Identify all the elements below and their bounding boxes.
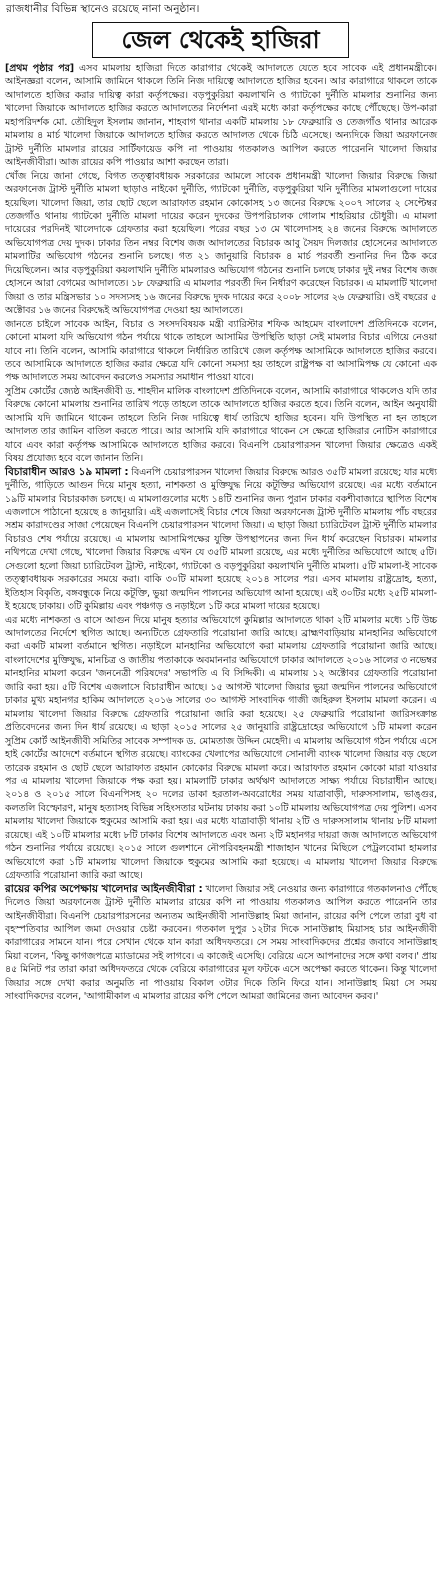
paragraph-3 <box>5 318 437 385</box>
subheading-lawyers-waiting: রায়ের কপির অপেক্ষায় খালেদার আইনজীবীরা : <box>5 882 203 895</box>
paragraph-text: জানতে চাইলে সাবেক আইন, বিচার ও সংসদবিষয়ক মন্ত্রী ব্যারিস্টার শফিক আহমেদ বাংলাদেশ প্রতিদিনকে বলেন, কোনো মামলা যদি অভিযোগ গঠন পর্যায়ে থাকে তাহলে আসামির উপস্থিতি ছাড়া সেই মামলার বিচার এগিয়ে নেওয়া যাবে না। তিনি বলেন, আসামি কারাগারে থাকলে নির্ধারিত তারিখে জেল কর্তৃপক্ষ আসামিকে আদালতে হাজির করবে। তবে আসামিকে আদালতে হাজির করার ক্ষেত্রে যদি কোনো সমস্যা হয় তাহলে রাষ্ট্রপক্ষ বা আসামিপক্ষ যে কোনো এক পক্ষ আদালতে সময় আবেদন করলেও সমস্যার সমাধান পাওয়া যাবে। <box>5 318 437 384</box>
paragraph-text: বিএনপি চেয়ারপারসন খালেদা জিয়ার বিরুদ্ধে আরও ৩৫টি মামলা রয়েছে; যার মধ্যে দুর্নীতি, গাড়িতে আগুন দিয়ে মানুষ হত্যা, নাশকতা ও মুক্তিযুদ্ধ নিয়ে কটূক্তির অভিযোগ রয়েছে। এর মধ্যে বর্তমানে ১৯টি মামলার বিচারকাজ চলছে। এ মামলাগুলোর মধ্যে ১৪টি শুনানির জন্য পুরান ঢাকার বকশীবাজারে স্থাপিত বিশেষ এজলাসে পাঠানো হয়েছে ৪ জানুয়ারি। এই এজলাসেই বিচার শেষে জিয়া অরফানেজ ট্রাস্ট দুর্নীতি মামলায় পাঁচ বছরের সশ্রম কারাদণ্ডের সাজা পেয়েছেন বিএনপি চেয়ারপারসন খালেদা জিয়া। এ ছাড়া জিয়া চ্যারিটেবল ট্রাস্ট দুর্নীতি মামলার বিচারও শেষ পর্যায়ে রয়েছে। এ মামলায় আসামিপক্ষের যুক্তি উপস্থাপনের জন্য দিন ধার্য করেছেন বিচারক। মামলার নথিপত্রে দেখা গেছে, খালেদা জিয়ার বিরুদ্ধে এখন যে ৩৫টি মামলা রয়েছে, এর মধ্যে দুর্নীতির অভিযোগে আছে ৫টি। সেগুলো হলো জিয়া চ্যারিটেবল ট্রাস্ট, নাইকো, গ্যাটকো ও বড়পুকুরিয়া কয়লাখনি দুর্নীতি মামলা। ৫টি মামলা-ই সাবেক তত্ত্বাবধায়ক সরকারের সময়ে করা। বাকি ৩০টি মামলা হয়েছে ২০১৪ সালের পর। এসব মামলায় রাষ্ট্রদ্রোহ, হত্যা, ইতিহাস বিকৃতি, বঙ্গবন্ধুকে নিয়ে কটূক্তি, ভুয়া জন্মদিন পালনের অভিযোগ আনা হয়েছে। এই ৩০টির মধ্যে ২৫টি মামলা-ই হয়েছে ঢাকায়। ৩টি কুমিল্লায় এবং পঞ্চগড় ও নড়াইলে ১টি করে মামলা দায়ের হয়েছে। <box>5 466 437 613</box>
paragraph-text: এসব মামলায় হাজিরা দিতে কারাগার থেকেই আদালতে যেতে হবে সাবেক এই প্রধানমন্ত্রীকে। আইনজ্ঞরা বলেন, আসামি জামিনে থাকলে তিনি নিজ দায়িত্বে আদালতে হাজির হবেন। আর কারাগারে থাকলে তাকে আদালতে হাজির করার দায়িত্ব কারা কর্তৃপক্ষের। বড়পুকুরিয়া কয়লাখনি ও গ্যাটকো দুর্নীতি মামলার শুনানির জন্য খালেদা জিয়াকে আদালতে হাজির করতে আদালতের নির্দেশনা এরই মধ্যে কারা কর্তৃপক্ষের কাছে পৌঁছেছে। উপ-কারা মহাপরিদর্শক মো. তৌহিদুল ইসলাম জানান, শাহবাগ থানার একটি মামলায় ১৮ ফেব্রুয়ারি ও তেজগাঁও থানার আরেক মামলায় ৪ মার্চ খালেদা জিয়াকে আদালতে হাজির করতে আদালত থেকে চিঠি এসেছে। অন্যদিকে জিয়া অরফানেজ ট্রাস্ট দুর্নীতি মামলার রায়ের সার্টিফায়েড কপি না পাওয়ায় গতকালও আপিল করতে পারেননি খালেদা জিয়ার আইনজীবীরা। আজ রায়ের কপি পাওয়ার আশা করছেন তারা। <box>5 63 437 169</box>
paragraph-4 <box>5 385 437 466</box>
article-body <box>0 62 441 1004</box>
paragraph-6 <box>5 614 437 883</box>
paragraph-text: এর মধ্যে নাশকতা ও বাসে আগুন দিয়ে মানুষ হত্যার অভিযোগে কুমিল্লার আদালতে থাকা ২টি মামলার মধ্যে ১টি উচ্চ আদালতের নির্দেশে স্থগিত আছে। অন্যটিতে গ্রেফতারি পরোয়ানা জারি আছে। ব্রাহ্মণবাড়িয়ায় মানহানির অভিযোগে করা একটি মামলা বর্তমানে স্থগিত। নড়াইলে মানহানির অভিযোগে করা মামলায় গ্রেফতারি পরোয়ানা জারি আছে। বাংলাদেশের মুক্তিযুদ্ধ, মানচিত্র ও জাতীয় পতাকাকে অবমাননার অভিযোগে ঢাকার আদালতে ২০১৬ সালের ৩ নভেম্বর মানহানির মামলা করেন 'জননেত্রী পরিষদের' সভাপতি এ বি সিদ্দিকী। এ মামলায় ১২ অক্টোবর গ্রেফতারি পরোয়ানা জারি করা হয়। ৫টি বিশেষ এজলাসে বিচারাধীন আছে। ১৫ আগস্ট খালেদা জিয়ার ভুয়া জন্মদিন পালনের অভিযোগে ঢাকার মুখ্য মহানগর হাকিম আদালতে ২০১৬ সালের ৩০ আগস্ট সাংবাদিক গাজী জহিরুল ইসলাম মামলা করেন। এ মামলায় খালেদা জিয়ার বিরুদ্ধে গ্রেফতারি পরোয়ানা জারি করা হয়েছে। ২৫ ফেব্রুয়ারি পরোয়ানা জারিসংক্রান্ত প্রতিবেদনের জন্য দিন ধার্য রয়েছে। এ ছাড়া ২০১৫ সালের ২৫ জানুয়ারি রাষ্ট্রদ্রোহের অভিযোগে ১টি মামলা করেন সুপ্রিম কোর্ট আইনজীবী সমিতির সাবেক সম্পাদক ড. মোমতাজ উদ্দিন মেহেদী। এ মামলায় অভিযোগ গঠন পর্যায়ে এসে হাই কোর্টের আদেশে বর্তমানে স্থগিত রয়েছে। ব্যাংকের খেলাপের অভিযোগে সোনালী ব্যাংক খালেদা জিয়ার বড় ছেলে তারেক রহমান ও ছোট ছেলে আরাফাত রহমান কোকোর বিরুদ্ধে মামলা করে। আরাফাত রহমান কোকো মারা যাওয়ার পর এ মামলায় খালেদা জিয়াকে পক্ষ করা হয়। মামলাটি ঢাকার অর্থঋণ আদালতে সাক্ষ্য পর্যায়ে বিচারাধীন আছে। ২০১৪ ও ২০১৫ সালে বিএনপিসহ ২০ দলের ডাকা হরতাল-অবরোধের সময় যাত্রাবাড়ী, দারুসসালাম, ভাঙ্গুর, কলতলি বিস্ফোরণ, মানুষ হত্যাসহ বিভিন্ন সহিংসতার ঘটনায় ঢাকায় করা ১০টি মামলায় অভিযোগপত্র দেয় পুলিশ। এসব মামলায় খালেদা জিয়াকে হুকুমের আসামি করা হয়। এর মধ্যে যাত্রাবাড়ী থানায় ২টি ও দারুসসালাম থানায় ৮টি মামলা রয়েছে। এই ১০টি মামলার মধ্যে ৮টি ঢাকার বিশেষ আদালতে এবং অন্য ২টি মহানগর দায়রা জজ আদালতে অভিযোগ গঠন শুনানির পর্যায়ে রয়েছে। ২০১৫ সালে গুলশানে নৌপরিবহনমন্ত্রী শাজাহান খানের মিছিলে পেট্রলবোমা হামলার অভিযোগে করা ১টি মামলায় খালেদা জিয়াকে হুকুমের আসামি করা হয়েছে। এ মামলায় খালেদা জিয়ার বিরুদ্ধে গ্রেফতারি পরোয়ানা জারি করা আছে। <box>5 614 437 882</box>
subheading-pending-cases: বিচারাধীন আরও ১৯ মামলা : <box>5 465 129 478</box>
paragraph-2 <box>5 170 437 318</box>
paragraph-text: খোঁজ নিয়ে জানা গেছে, বিগত তত্ত্বাবধায়ক সরকারের আমলে সাবেক প্রধানমন্ত্রী খালেদা জিয়ার বিরুদ্ধে জিয়া অরফানেজ ট্রাস্ট দুর্নীতি মামলা ছাড়াও নাইকো দুর্নীতি, গ্যাটকো দুর্নীতি, বড়পুকুরিয়া খনি দুর্নীতির মামলাগুলো দায়ের হয়েছিল। খালেদা জিয়া, তার ছোট ছেলে আরাফাত রহমান কোকোসহ ১৩ জনের বিরুদ্ধে ২০০৭ সালের ২ সেপ্টেম্বর তেজগাঁও থানায় গ্যাটকো দুর্নীতি মামলা দায়ের করেন দুদকের উপপরিচালক গোলাম শাহরিয়ার চৌধুরী। এ মামলা দায়েরের পরদিনই খালেদাকে গ্রেফতার করা হয়েছিল। পরের বছর ১৩ মে খালেদাসহ ২৪ জনের বিরুদ্ধে আদালতে অভিযোগপত্র দেয় দুদক। ঢাকার তিন নম্বর বিশেষ জজ আদালতের বিচারক আবু সৈয়দ দিলজার হোসেনের আদালতে মামলাটির অভিযোগ গঠনের শুনানি চলছে। গত ২১ জানুয়ারি বিচারক ৪ মার্চ পরবর্তী শুনানির দিন ঠিক করে দিয়েছিলেন। আর বড়পুকুরিয়া কয়লাখনি দুর্নীতি মামলারও অভিযোগ গঠনের শুনানি চলছে ঢাকার দুই নম্বর বিশেষ জজ হোসনে আরা বেগমের আদালতে। ১৮ ফেব্রুয়ারি এ মামলার পরবর্তী দিন নির্ধারণ করেছেন বিচারক। এ মামলাটি খালেদা জিয়া ও তার মন্ত্রিসভার ১০ সদস্যসহ ১৬ জনের বিরুদ্ধে দুদক দায়ের করে ২০০৮ সালের ২৬ ফেব্রুয়ারি। ওই বছরের ৫ অক্টোবর ১৬ জনের বিরুদ্ধেই অভিযোগপত্র দেওয়া হয় আদালতে। <box>5 170 437 317</box>
previous-article-tail: রাজধানীর বিভিন্ন স্থানেও রয়েছে নানা অনুষ্ঠান। <box>6 3 200 15</box>
paragraph-1 <box>5 62 437 170</box>
paragraph-5 <box>5 466 437 614</box>
paragraph-text: সুপ্রিম কোর্টের জ্যেষ্ঠ আইনজীবী ড. শাহদীন মালিক বাংলাদেশ প্রতিদিনকে বলেন, আসামি কারাগারে থাকলেও যদি তার বিরুদ্ধে কোনো মামলায় শুনানির তারিখ পড়ে তাহলে তাকে আদালতে হাজির করতে হবে। তিনি বলেন, আইন অনুযায়ী আসামি যদি জামিনে থাকেন তাহলে তিনি নিজ দায়িত্বে ধার্য তারিখে হাজির হবেন। যদি উপস্থিত না হন তাহলে আদালত তার জামিন বাতিল করতে পারে। আর আসামি যদি কারাগারে থাকেন সে ক্ষেত্রে হাজিরার নোটিস কারাগারে যাবে এবং কারা কর্তৃপক্ষ আসামিকে আদালতে হাজির করবে। বিএনপি চেয়ারপারসন খালেদা জিয়ার ক্ষেত্রেও একই বিষয় প্রযোজ্য হবে বলে জানান তিনি। <box>5 385 437 465</box>
headline-box <box>0 16 441 62</box>
headline: জেল থেকেই হাজিরা <box>92 22 348 58</box>
continuation-marker: [প্রথম পৃষ্ঠার পর] <box>5 63 75 74</box>
paragraph-text: খালেদা জিয়ার সই নেওয়ার জন্য কারাগারে গতকালনাও পৌঁছে দিলেও জিয়া অরফানেজ ট্রাস্ট দুর্নীতি মামলার রায়ের কপি না পাওয়ায় গতকালও আপিল করতে পারেননি তার আইনজীবীরা। বিএনপি চেয়ারপারসনের অন্যতম আইনজীবী সানাউল্লাহ মিয়া জানান, রায়ের কপি পেলে তারা বুধ বা বৃহস্পতিবার আপিল জমা দেওয়ার চেষ্টা করবেন। গতকাল দুপুর ১২টার দিকে সানাউল্লাহ মিয়াসহ চার আইনজীবী কারাগারের সামনে যান। পরে সেখান থেকে যান কারা অধিদফতরে। সে সময় সাংবাদিকদের প্রশ্নের জবাবে সানাউল্লাহ মিয়া বলেন, 'কিছু কাগজপত্রে ম্যাডামের সই লাগবে। এ কাজেই এসেছি। বেরিয়ে এসে আপনাদের সঙ্গে কথা বলব।' প্রায় ৪৫ মিনিট পর তারা কারা অধিদফতরে থেকে বেরিয়ে কারাগারের মূল ফটকে এসে অপেক্ষা করতে থাকেন। কিন্তু খালেদা জিয়ার সঙ্গে দেখা করার অনুমতি না পাওয়ায় বিকাল ৩টার দিকে তিনি ফিরে যান। সানাউল্লাহ মিয়া সে সময় সাংবাদিকদের বলেন, 'আগামীকাল এ মামলার রায়ের কপি পেলে আমরা জামিনের জন্য আবেদন করব।' <box>5 883 437 1003</box>
paragraph-7 <box>5 883 437 1004</box>
